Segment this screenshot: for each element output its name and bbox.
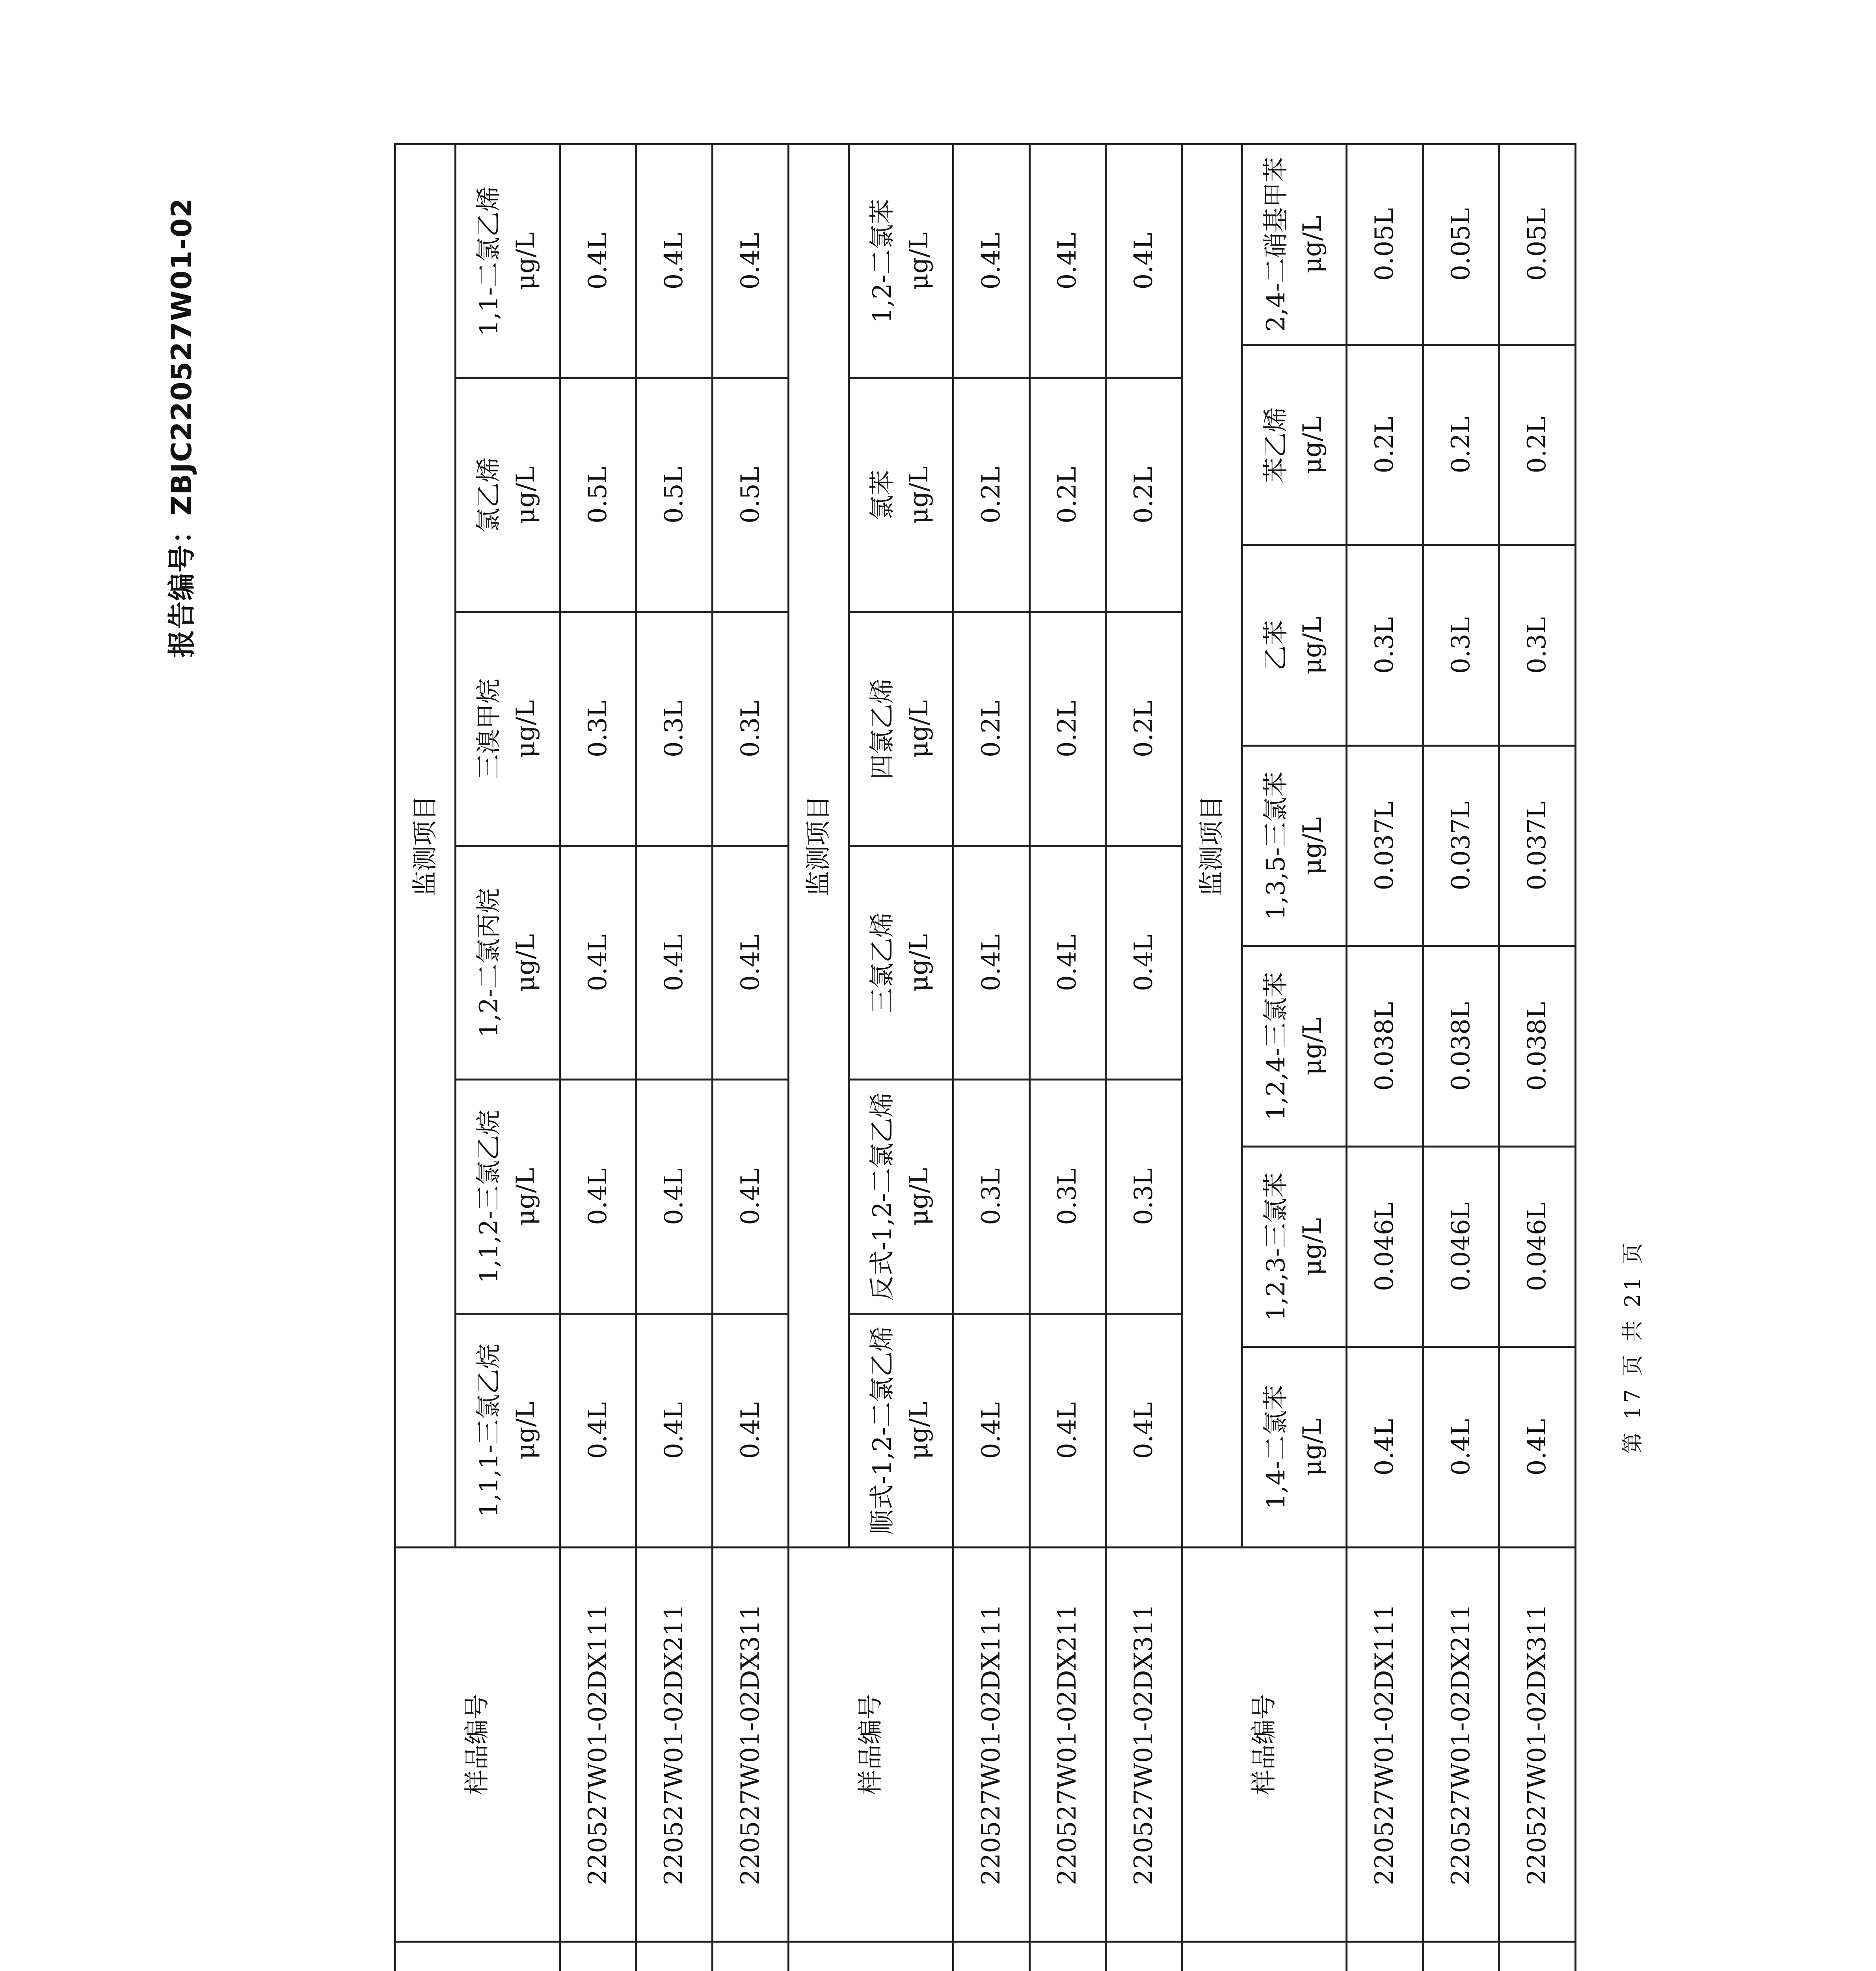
item-unit: μg/L [904,934,934,992]
sampling-time [953,1942,1029,1971]
item-header [455,1080,560,1313]
sample-number: 220527W01-02DX311 [1499,1548,1576,1942]
result-value: 0.05L [1423,144,1499,345]
result-value: 0.4L [1106,1313,1182,1547]
header-time-line2 [477,1944,514,1971]
result-value: 0.3L [560,612,636,846]
table-row [1347,144,1423,1971]
item-name: 苯乙烯 [1261,407,1291,483]
item-header [1242,144,1347,345]
sample-number: 220527W01-02DX311 [1106,1548,1182,1942]
item-name: 1,1-二氯乙烯 [474,186,504,336]
sampling-time [1347,1942,1423,1971]
item-name: 1,2-二氯苯 [868,199,897,324]
sample-number: 220527W01-02DX211 [1423,1548,1499,1942]
item-name: 1,1,2-三氯乙烷 [474,1110,504,1284]
result-value: 0.4L [1029,144,1106,378]
header-monitoring-items: 监测项目 [789,144,849,1547]
result-value: 0.4L [560,846,636,1080]
item-unit: μg/L [904,700,934,758]
result-value: 0.4L [636,1313,713,1547]
result-value: 0.4L [636,1080,713,1313]
item-header [1242,345,1347,546]
sample-number: 220527W01-02DX211 [636,1548,713,1942]
result-value: 0.037L [1423,746,1499,946]
item-name: 2,4-二硝基甲苯 [1261,157,1291,332]
item-header [849,378,953,612]
sampling-time [1423,1942,1499,1971]
result-value: 0.4L [1347,1347,1423,1548]
result-value: 0.037L [1499,746,1576,946]
item-unit: μg/L [511,1168,540,1226]
table-row [560,144,636,1971]
sample-number: 220527W01-02DX211 [1029,1548,1106,1942]
result-value: 0.2L [1106,378,1182,612]
header-row [395,144,456,1971]
item-unit: μg/L [1298,1017,1327,1075]
header-sample-number: 样品编号 [1182,1548,1347,1942]
sampling-time [712,1942,789,1971]
result-value: 0.4L [1106,846,1182,1080]
result-value: 0.046L [1423,1147,1499,1347]
item-name: 反式-1,2-二氯乙烯 [868,1092,897,1301]
result-value: 0.3L [1347,545,1423,746]
item-unit: μg/L [1298,616,1327,674]
result-value: 0.5L [636,378,713,612]
result-value: 0.4L [953,1313,1029,1547]
item-unit: μg/L [904,466,934,524]
item-name: 顺式-1,2-二氯乙烯 [868,1326,897,1535]
item-name: 1,4-二氯苯 [1261,1385,1291,1509]
sampling-time [1106,1942,1182,1971]
table-row [1106,144,1182,1971]
header-time-line1 [441,1944,478,1971]
item-unit: μg/L [904,232,934,290]
sampling-time [1029,1942,1106,1971]
item-header [455,1313,560,1547]
header-sampling-time [395,1942,560,1971]
item-name: 1,2-二氯丙烷 [474,888,504,1038]
item-unit: μg/L [511,934,540,992]
result-value: 0.2L [953,378,1029,612]
result-value: 0.4L [1106,144,1182,378]
table-row [712,144,789,1971]
item-header [455,612,560,846]
table-row [1499,144,1576,1971]
item-unit: μg/L [511,700,540,758]
item-name: 氯苯 [868,469,897,520]
result-value: 0.4L [636,846,713,1080]
result-value: 0.4L [712,144,789,378]
header-sample-number: 样品编号 [395,1548,560,1942]
result-value: 0.5L [560,378,636,612]
result-value: 0.4L [1029,1313,1106,1547]
item-header [1242,746,1347,946]
table-row [636,144,713,1971]
result-value: 0.2L [1499,345,1576,546]
result-value: 0.4L [636,144,713,378]
result-value: 0.5L [712,378,789,612]
page-footer: 第 17 页 共 21 页 [1620,1239,1645,1454]
result-value: 0.4L [712,846,789,1080]
sample-number: 220527W01-02DX111 [560,1548,636,1942]
header-time-line1 [1228,1944,1264,1971]
sampling-time [560,1942,636,1971]
result-value: 0.4L [712,1080,789,1313]
results-table [394,143,1576,1971]
result-value: 0.4L [560,144,636,378]
header-monitoring-items: 监测项目 [395,144,456,1547]
item-unit: μg/L [511,232,540,290]
item-header [455,144,560,378]
result-value: 0.046L [1347,1147,1423,1347]
item-unit: μg/L [1298,215,1327,274]
item-unit: μg/L [1298,1418,1327,1476]
result-value: 0.4L [560,1313,636,1547]
result-value: 0.3L [1029,1080,1106,1313]
item-name: 三溴甲烷 [474,678,504,780]
sampling-time [636,1942,713,1971]
item-header [1242,1147,1347,1347]
result-value: 0.2L [1423,345,1499,546]
result-value: 0.2L [1029,612,1106,846]
item-header [455,378,560,612]
item-unit: μg/L [1298,416,1327,474]
header-time-line1 [834,1944,871,1971]
table-row [953,144,1029,1971]
item-unit: μg/L [904,1168,934,1226]
result-value: 0.046L [1499,1147,1576,1347]
result-value: 0.4L [1499,1347,1576,1548]
header-sampling-time [1182,1942,1347,1971]
sample-number: 220527W01-02DX111 [953,1548,1029,1942]
sample-number: 220527W01-02DX311 [712,1548,789,1942]
header-time-line2 [871,1944,908,1971]
item-header [849,846,953,1080]
header-sampling-time [789,1942,953,1971]
result-value: 0.3L [712,612,789,846]
item-name: 1,2,3-三氯苯 [1261,1172,1291,1321]
item-header [849,1080,953,1313]
sampling-time [1499,1942,1576,1971]
header-monitoring-items: 监测项目 [1182,144,1242,1547]
item-unit: μg/L [511,466,540,524]
item-header [849,144,953,378]
item-name: 三氯乙烯 [868,912,897,1013]
item-name: 1,3,5-三氯苯 [1261,771,1291,920]
header-row [789,144,849,1971]
table-row [1029,144,1106,1971]
result-value: 0.037L [1347,746,1423,946]
item-unit: μg/L [511,1401,540,1460]
result-value: 0.3L [636,612,713,846]
result-value: 0.4L [712,1313,789,1547]
result-value: 0.3L [1423,545,1499,746]
item-unit: μg/L [1298,1218,1327,1276]
result-value: 0.038L [1347,946,1423,1147]
result-value: 0.4L [953,846,1029,1080]
result-value: 0.4L [953,144,1029,378]
sample-number: 220527W01-02DX111 [1347,1548,1423,1942]
result-value: 0.3L [1499,545,1576,746]
header-row [1182,144,1242,1971]
result-value: 0.4L [1423,1347,1499,1548]
result-value: 0.3L [1106,1080,1182,1313]
result-value: 0.4L [1029,846,1106,1080]
item-unit: μg/L [1298,817,1327,875]
item-name: 氯乙烯 [474,457,504,533]
result-value: 0.038L [1499,946,1576,1147]
result-value: 0.2L [1106,612,1182,846]
item-name: 四氯乙烯 [868,678,897,780]
item-name: 乙苯 [1261,620,1291,671]
item-header [1242,1347,1347,1548]
result-value: 0.4L [560,1080,636,1313]
result-value: 0.038L [1423,946,1499,1147]
result-value: 0.3L [953,1080,1029,1313]
item-header [455,846,560,1080]
item-header [1242,946,1347,1147]
result-value: 0.05L [1347,144,1423,345]
item-header [849,612,953,846]
table-row [1423,144,1499,1971]
header-sample-number: 样品编号 [789,1548,953,1942]
header-time-line2 [1264,1944,1301,1971]
result-value: 0.05L [1499,144,1576,345]
item-name: 1,1,1-三氯乙烷 [474,1343,504,1518]
item-header [1242,545,1347,746]
result-value: 0.2L [1347,345,1423,546]
result-value: 0.2L [1029,378,1106,612]
item-unit: μg/L [904,1401,934,1460]
report-number: 报告编号：ZBJC220527W01-02 [166,197,198,658]
item-header [849,1313,953,1547]
item-name: 1,2,4-三氯苯 [1261,972,1291,1121]
result-value: 0.2L [953,612,1029,846]
